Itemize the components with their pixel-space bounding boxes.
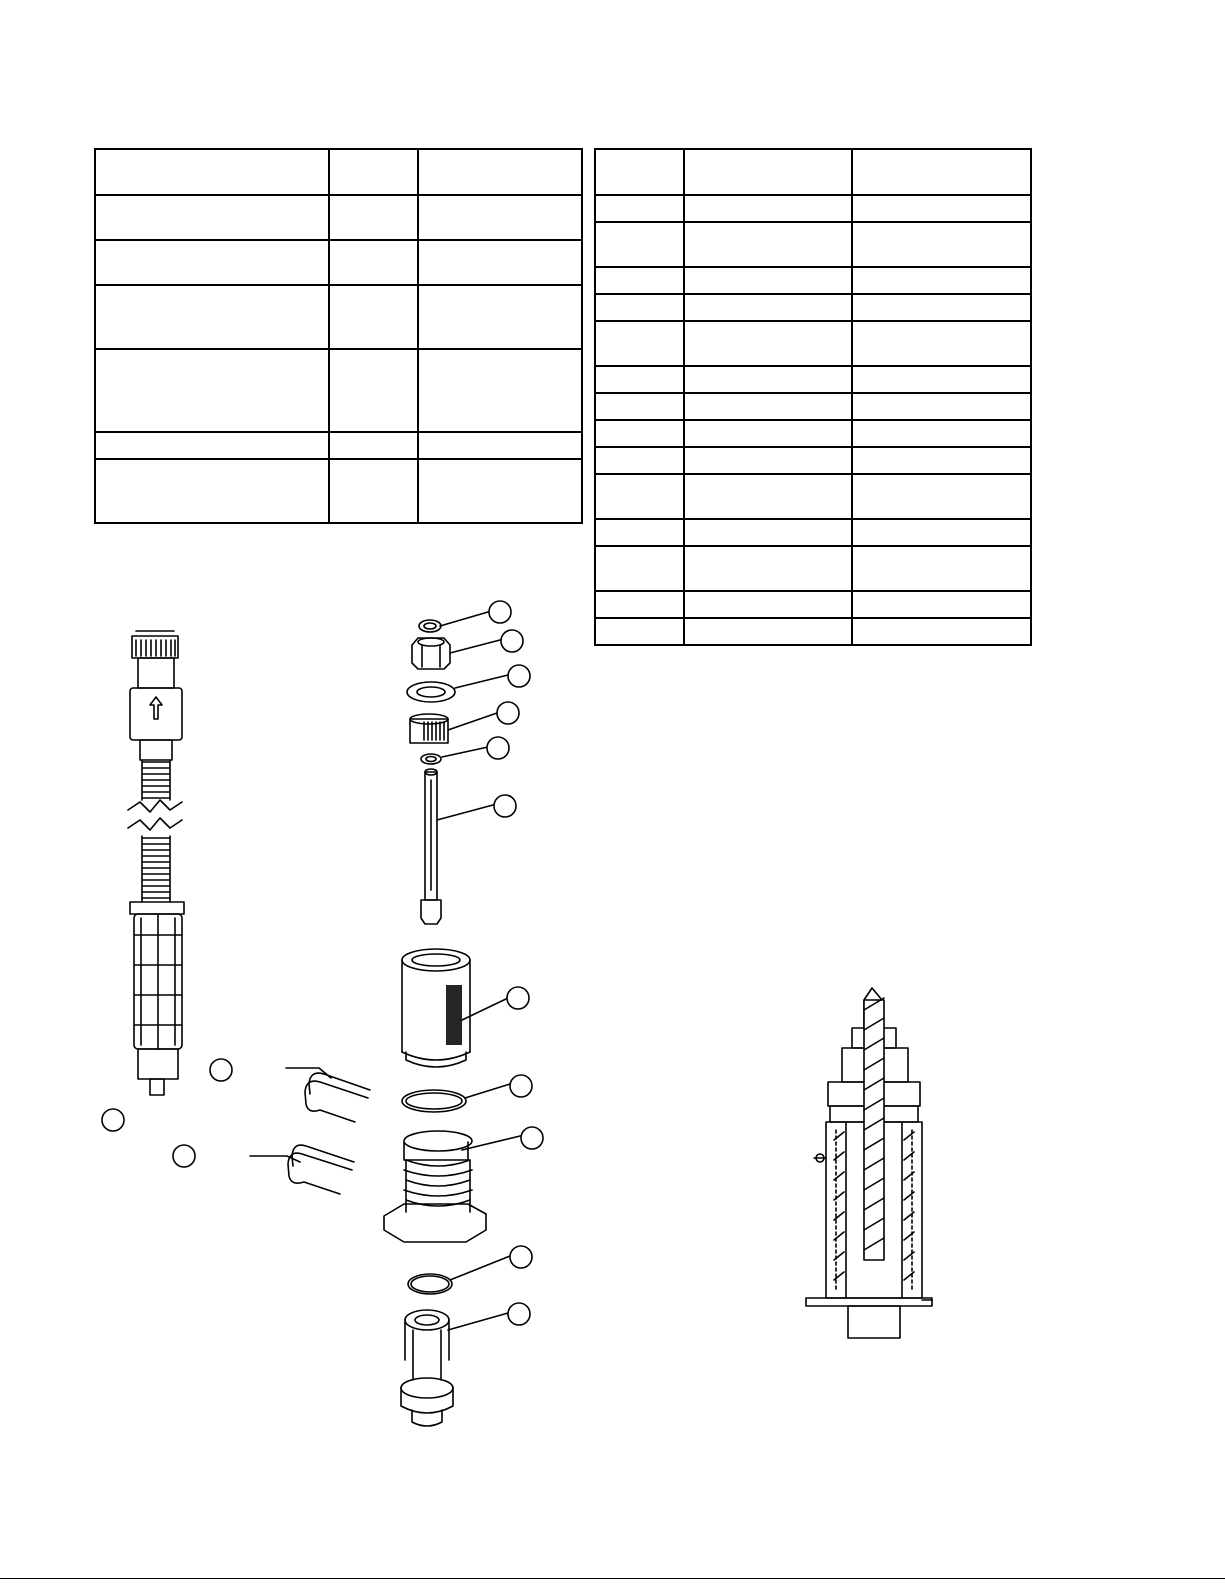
u-pin-upper-edge <box>309 1073 370 1094</box>
callout-balloon <box>497 702 519 724</box>
callout-balloon <box>510 1246 532 1268</box>
callout-balloon <box>521 1127 543 1149</box>
callout-balloon <box>102 1109 124 1131</box>
assembled-valve-drawing <box>128 631 184 1095</box>
footer-link[interactable] <box>130 1566 268 1582</box>
callout-balloon <box>501 630 523 652</box>
u-pin-upper <box>305 1081 368 1122</box>
u-pin-lower <box>288 1153 352 1194</box>
callout-balloon <box>494 795 516 817</box>
callout-balloon <box>508 1303 530 1325</box>
footer-rule <box>0 1578 1225 1579</box>
callout-balloon <box>507 987 529 1009</box>
callout-balloon <box>173 1145 195 1167</box>
callout-balloon <box>508 665 530 687</box>
exploded-parts-column <box>384 620 486 1426</box>
u-pin-lower-edge <box>292 1145 354 1166</box>
callout-leaders <box>250 612 520 1330</box>
cross-section-drawing <box>806 988 932 1338</box>
callout-balloon <box>210 1059 232 1081</box>
callout-balloon <box>489 601 511 623</box>
callout-balloon <box>487 737 509 759</box>
callout-balloon <box>510 1075 532 1097</box>
callout-layer <box>102 601 543 1325</box>
